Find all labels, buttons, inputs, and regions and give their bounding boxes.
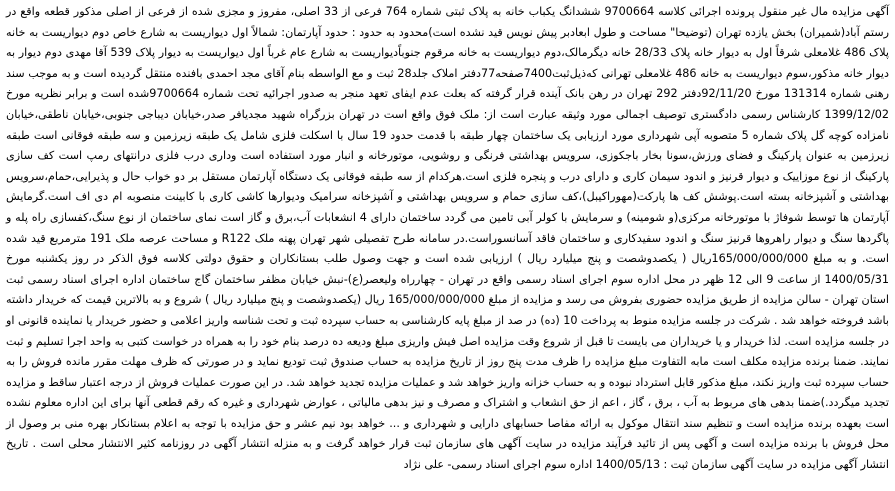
notice-text: آگهی مزایده مال غیر منقول پرونده اجرائی کلاسه 9700664 ششدانگ یکباب خانه به پلاک ثبتی شماره 764 فرعی از 33 اصلی، مفروز و مجزی شده از فرعی از اصلی مذکور قطعه واقع در رستم آباد(شمیران) بخش یازده تهران (توضیحا" مساحت و طول ابعادبر پیش نویس قید نشده است)محدود به حدود : حدود آپارتمان: شمالاً اول دیواریست به شارع خاص دوم دیواریست به خانه پلاک 486 غلامعلی شرقاً اول به دیوار خانه پلاک 28/33 خانه دیگرمالک،دوم دیواریست به خانه مرقوم جنوباًدیواریست به شارع عام غرباً اول دیواریست به دیوار پلاک 539 آقا مهدی دوم دیوار به دیوار خانه مذکور،سوم دیواریست به خانه 486 غلامعلی تهرانی که‌ذیل‌ثبت7400صفحه77دفتر املاک جلد28 ثبت و مع الواسطه بنام آقای مجد احمدی بافنده منتقل گردیده است و به موجب سند رهنی شماره 131314 مورخ 92/11/20دفتر 292 تهران در رهن بانک آینده قرار گرفته که بعلت عدم ایفای تعهد منجر به صدور اجرائیه تحت شماره 9700664شده است و برابر نظریه مورخ 1399/12/02 کارشناس رسمی دادگستری توصیف اجمالی مورد وثیقه عبارت است از: ملک فوق واقع است در تهران بزرگراه شهید مجدیافر صدر،خیابان دیباجی جنوبی،خیابان ناطقی،خیابان نامزاده کوچه گل پلاک شماره 5 متصوبه آپی شهرداری مورد ارزیابی یک ساختمان چهار طبقه با قدمت حدود 19 سال با اسکلت فلزی شامل یک طبقه زیرزمین و سه طبقه فوقانی است طبقه زیرزمین به عنوان پارکینگ و فضای ورزش،سونا بخار باجکوزی، سرویس بهداشتی فرنگی و روشویی، موتورخانه و انبار مورد استفاده است وداری درب فلزی درانتهای رمپ است کف سازی پارکینگ از نوع موزاییک و دیوار قرنیز و اندود سیمان کاری و دارای درب و پنجره فلزی است.هرکدام از سه طبقه فوقانی یک دستگاه آپارتمان مستقل بر دو خواب حال و پذیرایی،حمام،سرویس بهداشتی و آشپزخانه بسته است.پوشش کف ها پارکت(مهوراکیبل)،کف سازی حمام و سرویس بهداشتی و آشپزخانه سرامیک ودیوارها کاشی کاری با کابینت منصوبه ام دی اف است.گرمایش آپارتمان ها توسط شوفاژ با موتورخانه مرکزی(و شومینه) و سرمایش با کولر آبی تامین می گردد ساختمان دارای 4 انشعابات آب،برق و گاز است نمای ساختمان از نوع سنگ،کفسازی راه پله و پاگردها سنگ و دیوار راهروها قرنیز سنگ و اندود سفیدکاری و ساختمان فاقد آسانسوراست.در سامانه طرح تفصیلی شهر تهران پهنه ملک R122 و مساحت عرصه ملک 191 مترمربع قید شده است. و به مبلغ 165/000/000/000ریال ( یکصدوشصت و پنج میلیارد ریال ) ارزیابی شده است و جهت وصول طلب بستانکاران و حقوق دولتی کلاسه فوق الذکر در روز یکشنبه مورخ 1400/05/31 از ساعت 9 الی 12 ظهر در محل اداره سوم اجرای اسناد رسمی واقع در تهران - چهارراه ولیعصر(ع)-نبش خیابان مظفر ساختمان گاج ساختمان اداره اجرای اسناد رسمی ثبت استان تهران - سالن مزایده از طریق مزایده حضوری بفروش می رسد و مزایده از مبلغ 165/000/000/000 ریال (یکصدوشصت و پنج میلیارد ریال ) شروع و به بالاترین قیمت که خریدار داشته باشد فروخته خواهد شد . شرکت در جلسه مزایده منوط به پرداخت 10 (ده) در صد از مبلغ پایه کارشناسی به حساب سپرده ثبت و تحت شناسه واریز اعلامی و حضور خریدار یا نماینده قانونی او در جلسه مزایده است. لذا خریدار و یا خریداران می بایست تا قبل از شروع وقت مزایده اصل فیش واریزی مبلغ ودیعه ده درصد بنام خود را به همراه در خواست کتبی به واحد اجرا تسلیم و ثبت نمایند. ضمنا برنده مزایده مکلف است مابه التفاوت مبلغ مزایده را ظرف مدت پنج روز از تاریخ مزایده به حساب صندوق ثبت تودیع نماید و در صورتی که ظرف مهلت مقرر مانده فروش را به حساب سپرده ثبت واریز نکند، مبلغ مذکور قابل استرداد نبوده و به حساب خزانه واریز خواهد شد و عملیات مزایده تجدید خواهد شد. در این صورت عملیات فروش از درجه اعتبار ساقط و مزایده تجدید میگردد.)ضمنا بدهی های مربوط به آب ، برق ، گاز ، اعم از حق انشعاب و اشتراک و مصرف و نیز بدهی مالیاتی ، عوارض شهرداری و غیره که رقم قطعی آنها برای این اداره معلوم نشده است بعهده برنده مزایده است و تنظیم سند انتقال موکول به ارائه مفاصا حسابهای دارایی و شهرداری و ... خواهد بود نیم عشر و حق مزایده با توجه به اعلام بستانکار بهره منی بر وصول از محل فروش با برنده مزایده است و آگهی پس از تائید فرآیند مزایده در سایت آگهی های سازمان ثبت قرار خواهد گرفت و به منزله انتشار آگهی در روزنامه کثیر الانتشار محلی است . تاریخ انتشار آگهی مزایده در سایت آگهی سازمان ثبت : 1400/05/13 اداره سوم اجرای اسناد رسمی- علی نژاد xyxy=(6,5,890,472)
